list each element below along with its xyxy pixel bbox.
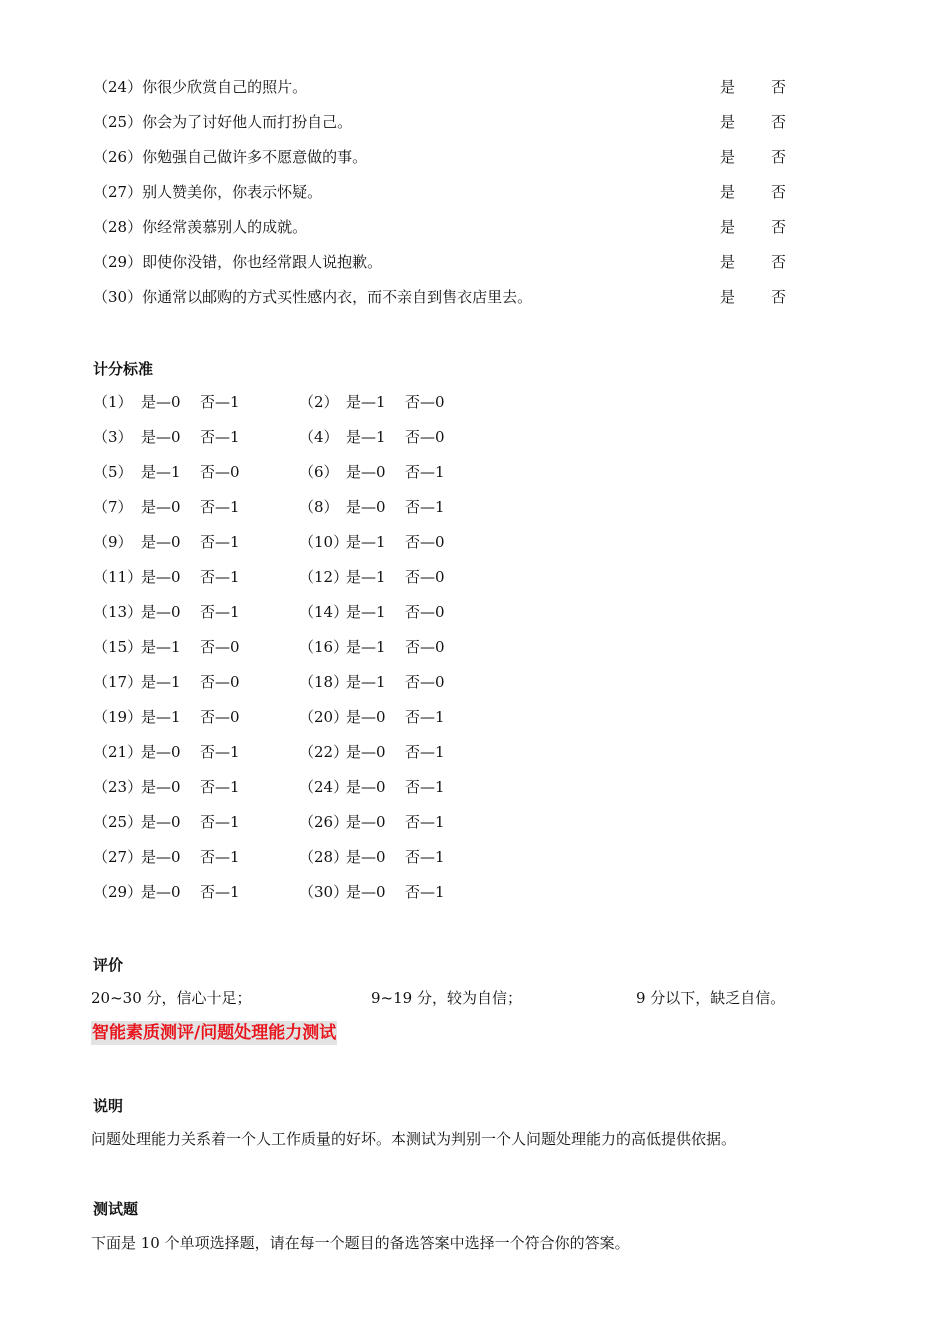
yes-score: 是—0 bbox=[346, 708, 386, 726]
question-row bbox=[93, 216, 813, 251]
no-score: 否—1 bbox=[200, 428, 240, 446]
question-text: （24）你很少欣赏自己的照片。 bbox=[93, 78, 308, 96]
scoring-row bbox=[93, 496, 593, 531]
yes-score: 是—0 bbox=[141, 393, 181, 411]
evaluation-high: 20~30 分，信心十足； bbox=[91, 989, 252, 1007]
no-score: 否—0 bbox=[405, 638, 445, 656]
yes-score: 是—0 bbox=[346, 848, 386, 866]
item-number: （16） bbox=[299, 638, 349, 656]
question-row bbox=[93, 76, 813, 111]
question-text: （29）即使你没错，你也经常跟人说抱歉。 bbox=[93, 253, 383, 271]
question-row bbox=[93, 251, 813, 286]
test-heading: 测试题 bbox=[93, 1200, 139, 1218]
yes-option[interactable]: 是 bbox=[720, 148, 736, 166]
item-number: （6） bbox=[299, 463, 339, 481]
no-score: 否—1 bbox=[200, 778, 240, 796]
scoring-heading: 计分标准 bbox=[93, 360, 154, 378]
scoring-row bbox=[93, 566, 593, 601]
question-text: （27）别人赞美你，你表示怀疑。 bbox=[93, 183, 323, 201]
no-score: 否—1 bbox=[200, 393, 240, 411]
item-number: （12） bbox=[299, 568, 349, 586]
yes-score: 是—1 bbox=[141, 638, 181, 656]
no-option[interactable]: 否 bbox=[771, 218, 787, 236]
question-row bbox=[93, 146, 813, 181]
item-number: （3） bbox=[93, 428, 133, 446]
scoring-row bbox=[93, 601, 593, 636]
no-score: 否—1 bbox=[200, 743, 240, 761]
item-number: （10） bbox=[299, 533, 349, 551]
yes-score: 是—1 bbox=[346, 603, 386, 621]
item-number: （30） bbox=[299, 883, 349, 901]
no-score: 否—1 bbox=[200, 603, 240, 621]
yes-score: 是—1 bbox=[346, 673, 386, 691]
yes-score: 是—1 bbox=[141, 673, 181, 691]
scoring-row bbox=[93, 881, 593, 916]
item-number: （8） bbox=[299, 498, 339, 516]
item-number: （20） bbox=[299, 708, 349, 726]
item-number: （22） bbox=[299, 743, 349, 761]
item-number: （13） bbox=[93, 603, 143, 621]
no-score: 否—1 bbox=[405, 813, 445, 831]
scoring-row bbox=[93, 811, 593, 846]
yes-option[interactable]: 是 bbox=[720, 218, 736, 236]
question-text: （25）你会为了讨好他人而打扮自己。 bbox=[93, 113, 353, 131]
no-score: 否—1 bbox=[200, 813, 240, 831]
yes-score: 是—1 bbox=[141, 708, 181, 726]
no-score: 否—1 bbox=[405, 463, 445, 481]
no-score: 否—1 bbox=[200, 568, 240, 586]
no-score: 否—0 bbox=[405, 568, 445, 586]
item-number: （7） bbox=[93, 498, 133, 516]
question-text: （30）你通常以邮购的方式买性感内衣，而不亲自到售衣店里去。 bbox=[93, 288, 533, 306]
item-number: （11） bbox=[93, 568, 143, 586]
item-number: （29） bbox=[93, 883, 143, 901]
yes-score: 是—1 bbox=[346, 638, 386, 656]
yes-score: 是—1 bbox=[141, 463, 181, 481]
question-text: （26）你勉强自己做许多不愿意做的事。 bbox=[93, 148, 368, 166]
yes-score: 是—0 bbox=[141, 813, 181, 831]
yes-score: 是—0 bbox=[346, 778, 386, 796]
no-score: 否—0 bbox=[405, 603, 445, 621]
no-option[interactable]: 否 bbox=[771, 113, 787, 131]
yes-option[interactable]: 是 bbox=[720, 113, 736, 131]
yes-score: 是—0 bbox=[141, 848, 181, 866]
item-number: （27） bbox=[93, 848, 143, 866]
no-score: 否—1 bbox=[200, 848, 240, 866]
scoring-row bbox=[93, 846, 593, 881]
no-score: 否—1 bbox=[405, 498, 445, 516]
yes-score: 是—0 bbox=[141, 883, 181, 901]
item-number: （25） bbox=[93, 813, 143, 831]
evaluation-heading: 评价 bbox=[93, 956, 124, 974]
no-score: 否—1 bbox=[405, 883, 445, 901]
no-option[interactable]: 否 bbox=[771, 148, 787, 166]
yes-option[interactable]: 是 bbox=[720, 253, 736, 271]
item-number: （14） bbox=[299, 603, 349, 621]
no-score: 否—1 bbox=[405, 708, 445, 726]
yes-option[interactable]: 是 bbox=[720, 78, 736, 96]
no-score: 否—0 bbox=[200, 463, 240, 481]
no-score: 否—1 bbox=[200, 883, 240, 901]
yes-score: 是—0 bbox=[141, 603, 181, 621]
no-score: 否—1 bbox=[405, 743, 445, 761]
yes-score: 是—1 bbox=[346, 533, 386, 551]
no-score: 否—0 bbox=[405, 673, 445, 691]
question-text: （28）你经常羡慕别人的成就。 bbox=[93, 218, 308, 236]
description-text: 问题处理能力关系着一个人工作质量的好坏。本测试为判别一个人问题处理能力的高低提供依据。 bbox=[91, 1130, 737, 1148]
item-number: （1） bbox=[93, 393, 133, 411]
scoring-row bbox=[93, 461, 593, 496]
scoring-row bbox=[93, 636, 593, 671]
scoring-row bbox=[93, 706, 593, 741]
item-number: （4） bbox=[299, 428, 339, 446]
question-row bbox=[93, 181, 813, 216]
yes-score: 是—0 bbox=[141, 533, 181, 551]
no-score: 否—1 bbox=[200, 498, 240, 516]
item-number: （21） bbox=[93, 743, 143, 761]
item-number: （18） bbox=[299, 673, 349, 691]
no-option[interactable]: 否 bbox=[771, 78, 787, 96]
no-score: 否—0 bbox=[405, 428, 445, 446]
scoring-row bbox=[93, 531, 593, 566]
scoring-table bbox=[93, 391, 593, 916]
yes-score: 是—0 bbox=[346, 813, 386, 831]
question-list bbox=[93, 76, 813, 321]
yes-score: 是—1 bbox=[346, 393, 386, 411]
yes-score: 是—1 bbox=[346, 428, 386, 446]
no-score: 否—1 bbox=[200, 533, 240, 551]
no-option[interactable]: 否 bbox=[771, 183, 787, 201]
item-number: （17） bbox=[93, 673, 143, 691]
item-number: （24） bbox=[299, 778, 349, 796]
no-score: 否—0 bbox=[200, 638, 240, 656]
yes-score: 是—0 bbox=[141, 428, 181, 446]
yes-score: 是—0 bbox=[141, 743, 181, 761]
description-heading: 说明 bbox=[93, 1097, 124, 1115]
no-score: 否—0 bbox=[405, 393, 445, 411]
yes-score: 是—0 bbox=[141, 568, 181, 586]
no-score: 否—1 bbox=[405, 778, 445, 796]
evaluation-mid: 9~19 分，较为自信； bbox=[371, 989, 522, 1007]
yes-option[interactable]: 是 bbox=[720, 288, 736, 306]
no-option[interactable]: 否 bbox=[771, 253, 787, 271]
item-number: （15） bbox=[93, 638, 143, 656]
scoring-row bbox=[93, 741, 593, 776]
no-score: 否—0 bbox=[200, 708, 240, 726]
yes-score: 是—0 bbox=[346, 743, 386, 761]
no-score: 否—1 bbox=[405, 848, 445, 866]
scoring-row bbox=[93, 391, 593, 426]
item-number: （19） bbox=[93, 708, 143, 726]
yes-score: 是—0 bbox=[141, 778, 181, 796]
yes-score: 是—0 bbox=[346, 883, 386, 901]
item-number: （26） bbox=[299, 813, 349, 831]
evaluation-low: 9 分以下，缺乏自信。 bbox=[636, 989, 786, 1007]
section-title: 智能素质测评/问题处理能力测试 bbox=[92, 1023, 337, 1043]
yes-score: 是—0 bbox=[141, 498, 181, 516]
scoring-row bbox=[93, 776, 593, 811]
item-number: （23） bbox=[93, 778, 143, 796]
test-intro-text: 下面是 10 个单项选择题，请在每一个题目的备选答案中选择一个符合你的答案。 bbox=[91, 1234, 630, 1252]
no-score: 否—0 bbox=[405, 533, 445, 551]
yes-score: 是—0 bbox=[346, 498, 386, 516]
scoring-row bbox=[93, 671, 593, 706]
scoring-row bbox=[93, 426, 593, 461]
item-number: （28） bbox=[299, 848, 349, 866]
no-score: 否—0 bbox=[200, 673, 240, 691]
question-row bbox=[93, 111, 813, 146]
yes-score: 是—0 bbox=[346, 463, 386, 481]
no-option[interactable]: 否 bbox=[771, 288, 787, 306]
yes-option[interactable]: 是 bbox=[720, 183, 736, 201]
yes-score: 是—1 bbox=[346, 568, 386, 586]
item-number: （2） bbox=[299, 393, 339, 411]
question-row bbox=[93, 286, 813, 321]
item-number: （5） bbox=[93, 463, 133, 481]
item-number: （9） bbox=[93, 533, 133, 551]
